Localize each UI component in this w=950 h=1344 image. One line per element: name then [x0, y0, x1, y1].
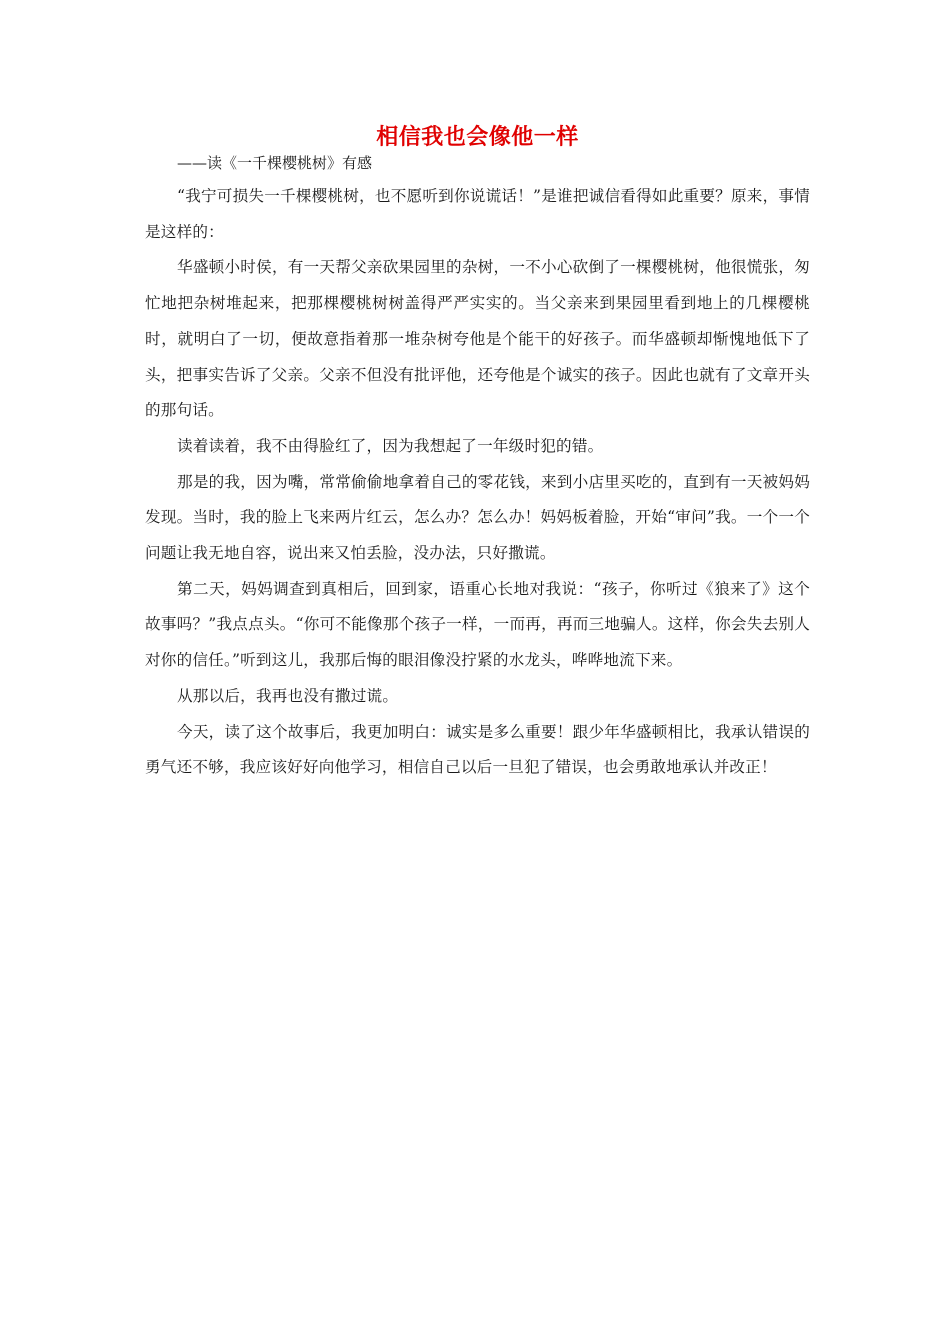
paragraph-7: 今天，读了这个故事后，我更加明白：诚实是多么重要！跟少年华盛顿相比，我承认错误的勇气还不够，我应该好好向他学习，相信自己以后一旦犯了错误，也会勇敢地承认并改正！ — [145, 722, 810, 777]
paragraph-5: 第二天，妈妈调查到真相后，回到家，语重心长地对我说：“孩子，你听过《狼来了》这个故事吗？”我点点头。“你可不能像那个孩子一样，一而再，再而三地骗人。这样，你会失去别人对你的信任。”听到这儿，我那后悔的眼泪像没拧紧的水龙头，哗哗地流下来。 — [145, 579, 810, 670]
paragraph-1: “我宁可损失一千棵樱桃树，也不愿听到你说谎话！”是谁把诚信看得如此重要？原来，事情是这样的： — [145, 187, 810, 241]
paragraph-6: 从那以后，我再也没有撒过谎。 — [177, 686, 399, 705]
article-title: 相信我也会像他一样 — [376, 124, 579, 150]
paragraph-3: 读着读着，我不由得脸红了，因为我想起了一年级时犯的错。 — [177, 436, 604, 455]
paragraph-4: 那是的我，因为嘴，常常偷偷地拿着自己的零花钱，来到小店里买吃的，直到有一天被妈妈发现。当时，我的脸上飞来两片红云，怎么办？怎么办！妈妈板着脸，开始“审问”我。一个一个问题让我无地自容，说出来又怕丢脸，没办法，只好撒谎。 — [145, 472, 810, 563]
article-body — [145, 122, 810, 786]
article-subtitle: ——读《一千棵樱桃树》有感 — [177, 154, 373, 172]
paragraph-2: 华盛顿小时侯，有一天帮父亲砍果园里的杂树，一不小心砍倒了一棵樱桃树，他很慌张，匆忙地把杂树堆起来，把那棵樱桃树树盖得严严实实的。当父亲来到果园里看到地上的几棵樱桃时，就明白了一切，便故意指着那一堆杂树夸他是个能干的好孩子。而华盛顿却惭愧地低下了头，把事实告诉了父亲。父亲不但没有批评他，还夸他是个诚实的孩子。因此也就有了文章开头的那句话。 — [145, 258, 810, 420]
